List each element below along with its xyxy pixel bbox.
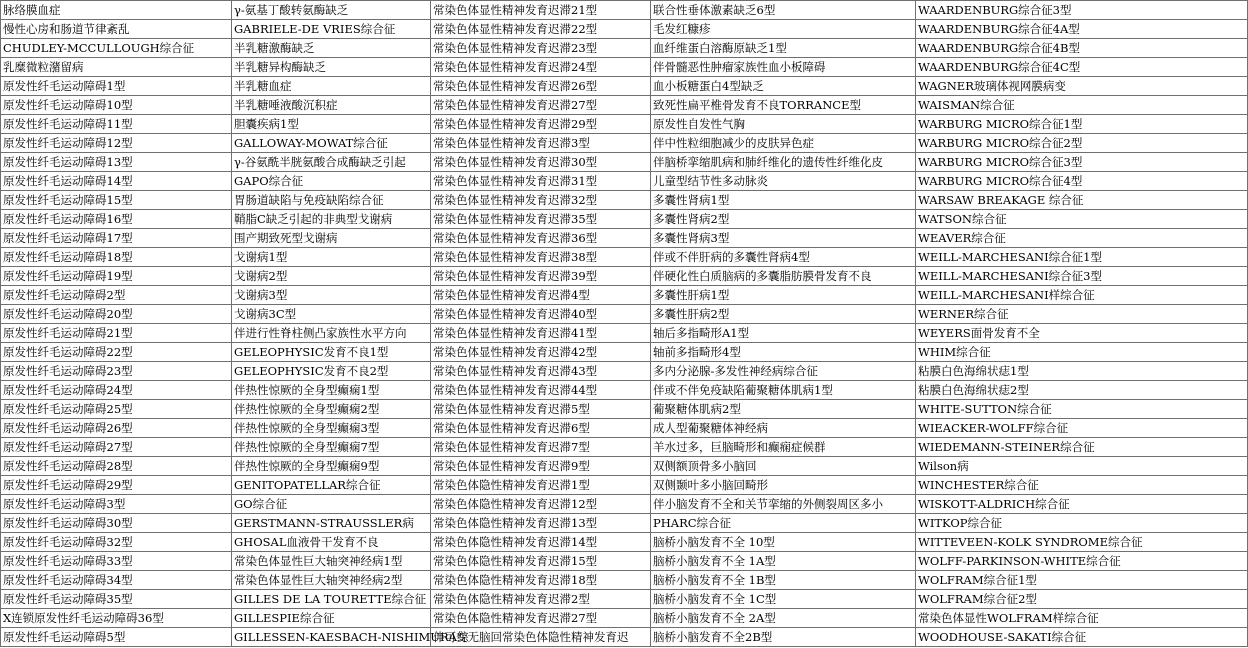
table-cell[interactable]: 原发性纤毛运动障碍29型: [1, 476, 232, 495]
table-cell[interactable]: 原发性纤毛运动障碍17型: [1, 229, 232, 248]
table-cell[interactable]: WATSON综合征: [916, 210, 1248, 229]
table-cell[interactable]: 常染色体隐性精神发育迟滞14型: [431, 533, 651, 552]
table-cell[interactable]: 粘膜白色海绵状痣1型: [916, 362, 1248, 381]
table-cell[interactable]: GERSTMANN-STRAUSSLER病: [232, 514, 431, 533]
table-cell[interactable]: 联合性垂体激素缺乏6型: [651, 1, 916, 20]
table-cell[interactable]: 脑桥小脑发育不全 1C型: [651, 590, 916, 609]
table-cell[interactable]: γ-谷氨酰半胱氨酸合成酶缺乏引起: [232, 153, 431, 172]
table-row: [1, 267, 1248, 286]
table-cell[interactable]: WINCHESTER综合征: [916, 476, 1248, 495]
table-row: [1, 305, 1248, 324]
table-cell[interactable]: 伴热性惊厥的全身型癫痫1型: [232, 381, 431, 400]
table-cell[interactable]: 鞘脂C缺乏引起的非典型戈谢病: [232, 210, 431, 229]
table-cell[interactable]: GALLOWAY-MOWAT综合征: [232, 134, 431, 153]
table-cell[interactable]: WOODHOUSE-SAKATI综合征: [916, 628, 1248, 647]
table-cell[interactable]: 原发性纤毛运动障碍5型: [1, 628, 232, 647]
table-row: [1, 476, 1248, 495]
table-cell[interactable]: 常染色体显性精神发育迟滞7型: [431, 438, 651, 457]
table-cell[interactable]: WISKOTT-ALDRICH综合征: [916, 495, 1248, 514]
table-cell[interactable]: WEILL-MARCHESANI综合征1型: [916, 248, 1248, 267]
table-row: [1, 571, 1248, 590]
table-cell[interactable]: 常染色体显性WOLFRAM样综合征: [916, 609, 1248, 628]
table-cell[interactable]: 原发性纤毛运动障碍10型: [1, 96, 232, 115]
table-row: [1, 381, 1248, 400]
table-cell[interactable]: 脑桥小脑发育不全 1A型: [651, 552, 916, 571]
table-cell[interactable]: WOLFRAM综合征2型: [916, 590, 1248, 609]
table-cell[interactable]: WITKOP综合征: [916, 514, 1248, 533]
table-cell[interactable]: 常染色体显性精神发育迟滞30型: [431, 153, 651, 172]
table-cell[interactable]: GABRIELE-DE VRIES综合征: [232, 20, 431, 39]
table-cell[interactable]: 戈谢病3型: [232, 286, 431, 305]
table-row: [1, 533, 1248, 552]
table-cell[interactable]: 脑桥小脑发育不全2B型: [651, 628, 916, 647]
table-cell[interactable]: 原发性纤毛运动障碍33型: [1, 552, 232, 571]
table-cell[interactable]: 常染色体显性精神发育迟滞40型: [431, 305, 651, 324]
table-cell[interactable]: 戈谢病2型: [232, 267, 431, 286]
table-row: [1, 514, 1248, 533]
table-row: [1, 1, 1248, 20]
table-cell[interactable]: GENITOPATELLAR综合征: [232, 476, 431, 495]
table-cell[interactable]: 半乳糖激酶缺乏: [232, 39, 431, 58]
table-cell[interactable]: WEILL-MARCHESANI样综合征: [916, 286, 1248, 305]
table-cell[interactable]: 双侧额顶骨多小脑回: [651, 457, 916, 476]
table-cell[interactable]: 伴小脑发育不全和关节挛缩的外侧裂周区多小: [651, 495, 916, 514]
table-row: [1, 96, 1248, 115]
table-cell[interactable]: 原发性纤毛运动障碍19型: [1, 267, 232, 286]
table-cell[interactable]: 常染色体显性精神发育迟滞4型: [431, 286, 651, 305]
table-row: [1, 362, 1248, 381]
table-cell[interactable]: WHIM综合征: [916, 343, 1248, 362]
table-cell[interactable]: Wilson病: [916, 457, 1248, 476]
table-cell[interactable]: GHOSAL血液骨干发育不良: [232, 533, 431, 552]
table-cell[interactable]: WIEDEMANN-STEINER综合征: [916, 438, 1248, 457]
table-cell[interactable]: 伴热性惊厥的全身型癫痫3型: [232, 419, 431, 438]
table-cell[interactable]: 慢性心房和肠道节律紊乱: [1, 20, 232, 39]
table-cell[interactable]: 双侧颞叶多小脑回畸形: [651, 476, 916, 495]
table-row: [1, 191, 1248, 210]
table-cell[interactable]: 原发性纤毛运动障碍20型: [1, 305, 232, 324]
table-cell[interactable]: 脉络膜血症: [1, 1, 232, 20]
table-cell[interactable]: 常染色体显性精神发育迟滞9型: [431, 457, 651, 476]
table-cell[interactable]: WAARDENBURG综合征4A型: [916, 20, 1248, 39]
table-cell[interactable]: 羊水过多，巨脑畸形和癫痫症候群: [651, 438, 916, 457]
table-cell[interactable]: 常染色体显性精神发育迟滞41型: [431, 324, 651, 343]
table-cell[interactable]: 常染色体显性精神发育迟滞35型: [431, 210, 651, 229]
table-cell[interactable]: 常染色体显性精神发育迟滞24型: [431, 58, 651, 77]
table-cell[interactable]: WEILL-MARCHESANI综合征3型: [916, 267, 1248, 286]
table-cell[interactable]: CHUDLEY-MCCULLOUGH综合征: [1, 39, 232, 58]
table-cell[interactable]: GO综合征: [232, 495, 431, 514]
table-cell[interactable]: PHARC综合征: [651, 514, 916, 533]
table-cell[interactable]: 半乳糖唾液酸沉积症: [232, 96, 431, 115]
table-cell[interactable]: 多囊性肾病2型: [651, 210, 916, 229]
table-cell[interactable]: 原发性纤毛运动障碍12型: [1, 134, 232, 153]
table-cell[interactable]: 原发性纤毛运动障碍25型: [1, 400, 232, 419]
table-cell[interactable]: 原发性纤毛运动障碍3型: [1, 495, 232, 514]
table-cell[interactable]: 伴热性惊厥的全身型癫痫9型: [232, 457, 431, 476]
table-cell[interactable]: 原发性纤毛运动障碍14型: [1, 172, 232, 191]
table-cell[interactable]: GELEOPHYSIC发育不良2型: [232, 362, 431, 381]
table-cell[interactable]: 原发性纤毛运动障碍24型: [1, 381, 232, 400]
table-cell[interactable]: 常染色体显性精神发育迟滞26型: [431, 77, 651, 96]
table-cell[interactable]: 常染色体显性精神发育迟滞29型: [431, 115, 651, 134]
table-cell[interactable]: 血纤维蛋白溶酶原缺乏1型: [651, 39, 916, 58]
table-row: [1, 552, 1248, 571]
table-cell[interactable]: WEYERS面骨发育不全: [916, 324, 1248, 343]
table-cell[interactable]: WIEACKER-WOLFF综合征: [916, 419, 1248, 438]
table-cell[interactable]: 常染色体显性精神发育迟滞42型: [431, 343, 651, 362]
table-cell[interactable]: 常染色体隐性精神发育迟滞18型: [431, 571, 651, 590]
table-cell[interactable]: 原发性纤毛运动障碍11型: [1, 115, 232, 134]
table-row: [1, 419, 1248, 438]
table-row: [1, 115, 1248, 134]
table-cell[interactable]: 伴硬化性白质脑病的多囊脂肪膜骨发育不良: [651, 267, 916, 286]
table-row: [1, 286, 1248, 305]
table-cell[interactable]: WAGNER玻璃体视网膜病变: [916, 77, 1248, 96]
table-row: [1, 39, 1248, 58]
table-cell[interactable]: GILLESPIE综合征: [232, 609, 431, 628]
table-row: [1, 20, 1248, 39]
table-cell[interactable]: 原发性纤毛运动障碍2型: [1, 286, 232, 305]
table-cell[interactable]: 半乳糖异构酶缺乏: [232, 58, 431, 77]
table-cell[interactable]: 原发性纤毛运动障碍28型: [1, 457, 232, 476]
table-cell[interactable]: 常染色体隐性精神发育迟滞27型: [431, 609, 651, 628]
table-row: [1, 134, 1248, 153]
table-cell[interactable]: 常染色体显性精神发育迟滞32型: [431, 191, 651, 210]
table-row: [1, 609, 1248, 628]
table-cell[interactable]: 常染色体显性精神发育迟滞36型: [431, 229, 651, 248]
table-cell[interactable]: 戈谢病1型: [232, 248, 431, 267]
table-cell[interactable]: 葡聚糖体肌病2型: [651, 400, 916, 419]
table-cell[interactable]: 常染色体显性精神发育迟滞23型: [431, 39, 651, 58]
table-cell[interactable]: 原发性纤毛运动障碍15型: [1, 191, 232, 210]
table-cell[interactable]: 原发性纤毛运动障碍1型: [1, 77, 232, 96]
table-cell[interactable]: 轴前多指畸形4型: [651, 343, 916, 362]
table-cell[interactable]: WARBURG MICRO综合征2型: [916, 134, 1248, 153]
table-cell[interactable]: 粘膜白色海绵状痣2型: [916, 381, 1248, 400]
table-cell[interactable]: 半乳糖血症: [232, 77, 431, 96]
table-cell[interactable]: 常染色体显性精神发育迟滞43型: [431, 362, 651, 381]
table-cell[interactable]: 常染色体显性精神发育迟滞27型: [431, 96, 651, 115]
table-cell[interactable]: 原发性自发性气胸: [651, 115, 916, 134]
table-cell[interactable]: WAARDENBURG综合征4C型: [916, 58, 1248, 77]
table-cell[interactable]: 原发性纤毛运动障碍21型: [1, 324, 232, 343]
table-cell[interactable]: 原发性纤毛运动障碍18型: [1, 248, 232, 267]
table-cell[interactable]: 常染色体隐性精神发育迟滞13型: [431, 514, 651, 533]
table-cell[interactable]: GILLESSEN-KAESBACH-NISHIMURA综: [232, 628, 431, 647]
table-cell[interactable]: 常染色体隐性精神发育迟滞2型: [431, 590, 651, 609]
table-cell[interactable]: 原发性纤毛运动障碍22型: [1, 343, 232, 362]
table-cell[interactable]: 胆囊疾病1型: [232, 115, 431, 134]
table-cell[interactable]: 常染色体显性精神发育迟滞22型: [431, 20, 651, 39]
table-cell[interactable]: 血小板糖蛋白4型缺乏: [651, 77, 916, 96]
table-cell[interactable]: 轴后多指畸形A1型: [651, 324, 916, 343]
table-cell[interactable]: WOLFF-PARKINSON-WHITE综合征: [916, 552, 1248, 571]
table-row: [1, 343, 1248, 362]
table-cell[interactable]: WARBURG MICRO综合征3型: [916, 153, 1248, 172]
table-cell[interactable]: 原发性纤毛运动障碍27型: [1, 438, 232, 457]
table-cell[interactable]: γ-氨基丁酸转氨酶缺乏: [232, 1, 431, 20]
table-cell[interactable]: 多内分泌腺-多发性神经病综合征: [651, 362, 916, 381]
table-cell[interactable]: 成人型葡聚糖体神经病: [651, 419, 916, 438]
table-cell[interactable]: 伴脑桥挛缩肌病和肺纤维化的遗传性纤维化皮: [651, 153, 916, 172]
table-cell[interactable]: 常染色体隐性精神发育迟滞1型: [431, 476, 651, 495]
table-cell[interactable]: 原发性纤毛运动障碍30型: [1, 514, 232, 533]
table-cell[interactable]: 戈谢病3C型: [232, 305, 431, 324]
table-cell[interactable]: WARSAW BREAKAGE 综合征: [916, 191, 1248, 210]
table-cell[interactable]: WAARDENBURG综合征3型: [916, 1, 1248, 20]
table-cell[interactable]: WHITE-SUTTON综合征: [916, 400, 1248, 419]
table-row: [1, 248, 1248, 267]
table-cell[interactable]: 常染色体显性精神发育迟滞5型: [431, 400, 651, 419]
table-cell[interactable]: 原发性纤毛运动障碍26型: [1, 419, 232, 438]
table-cell[interactable]: 常染色体显性巨大轴突神经病2型: [232, 571, 431, 590]
table-cell[interactable]: 常染色体显性巨大轴突神经病1型: [232, 552, 431, 571]
table-cell[interactable]: 脑桥小脑发育不全 10型: [651, 533, 916, 552]
table-row: [1, 438, 1248, 457]
table-cell[interactable]: 毛发红糠疹: [651, 20, 916, 39]
table-cell[interactable]: 伴可变无脑回常染色体隐性精神发育迟: [431, 628, 651, 647]
table-row: [1, 229, 1248, 248]
table-cell[interactable]: 脑桥小脑发育不全 2A型: [651, 609, 916, 628]
table-cell[interactable]: 伴热性惊厥的全身型癫痫7型: [232, 438, 431, 457]
table-cell[interactable]: 多囊性肾病3型: [651, 229, 916, 248]
table-row: [1, 58, 1248, 77]
table-cell[interactable]: WERNER综合征: [916, 305, 1248, 324]
table-cell[interactable]: 原发性纤毛运动障碍23型: [1, 362, 232, 381]
table-row: [1, 324, 1248, 343]
table-row: [1, 457, 1248, 476]
table-cell[interactable]: 多囊性肝病1型: [651, 286, 916, 305]
table-cell[interactable]: 常染色体显性精神发育迟滞38型: [431, 248, 651, 267]
table-row: [1, 628, 1248, 647]
table-cell[interactable]: 多囊性肝病2型: [651, 305, 916, 324]
table-cell[interactable]: 常染色体显性精神发育迟滞6型: [431, 419, 651, 438]
table-cell[interactable]: 常染色体隐性精神发育迟滞12型: [431, 495, 651, 514]
table-cell[interactable]: 常染色体显性精神发育迟滞3型: [431, 134, 651, 153]
table-cell[interactable]: 常染色体显性精神发育迟滞39型: [431, 267, 651, 286]
table-cell[interactable]: 儿童型结节性多动脉炎: [651, 172, 916, 191]
table-row: [1, 590, 1248, 609]
table-body: [1, 1, 1248, 647]
table-cell[interactable]: 伴或不伴免疫缺陷葡聚糖体肌病1型: [651, 381, 916, 400]
table-cell[interactable]: WAARDENBURG综合征4B型: [916, 39, 1248, 58]
table-cell[interactable]: WEAVER综合征: [916, 229, 1248, 248]
table-cell[interactable]: 原发性纤毛运动障碍13型: [1, 153, 232, 172]
table-cell[interactable]: 伴或不伴肝病的多囊性肾病4型: [651, 248, 916, 267]
table-row: [1, 400, 1248, 419]
table-cell[interactable]: 常染色体显性精神发育迟滞44型: [431, 381, 651, 400]
table-cell[interactable]: 乳糜微粒潴留病: [1, 58, 232, 77]
table-row: [1, 210, 1248, 229]
table-cell[interactable]: 伴骨髓恶性肿瘤家族性血小板障碍: [651, 58, 916, 77]
table-cell[interactable]: 原发性纤毛运动障碍34型: [1, 571, 232, 590]
table-cell[interactable]: 原发性纤毛运动障碍35型: [1, 590, 232, 609]
table-cell[interactable]: GILLES DE LA TOURETTE综合征: [232, 590, 431, 609]
table-cell[interactable]: 伴中性粒细胞减少的皮肤异色症: [651, 134, 916, 153]
table-cell[interactable]: WOLFRAM综合征1型: [916, 571, 1248, 590]
table-row: [1, 77, 1248, 96]
table-cell[interactable]: WARBURG MICRO综合征1型: [916, 115, 1248, 134]
table-cell[interactable]: WITTEVEEN-KOLK SYNDROME综合征: [916, 533, 1248, 552]
table-cell[interactable]: 原发性纤毛运动障碍32型: [1, 533, 232, 552]
table-cell[interactable]: 常染色体隐性精神发育迟滞15型: [431, 552, 651, 571]
table-cell[interactable]: 伴热性惊厥的全身型癫痫2型: [232, 400, 431, 419]
table-cell[interactable]: 多囊性肾病1型: [651, 191, 916, 210]
table-cell[interactable]: 常染色体显性精神发育迟滞21型: [431, 1, 651, 20]
table-cell[interactable]: WAISMAN综合征: [916, 96, 1248, 115]
table-cell[interactable]: 围产期致死型戈谢病: [232, 229, 431, 248]
table-cell[interactable]: 原发性纤毛运动障碍16型: [1, 210, 232, 229]
table-cell[interactable]: X连锁原发性纤毛运动障碍36型: [1, 609, 232, 628]
table-row: [1, 153, 1248, 172]
table-row: [1, 172, 1248, 191]
table-cell[interactable]: 致死性扁平椎骨发育不良TORRANCE型: [651, 96, 916, 115]
table-row: [1, 495, 1248, 514]
table-cell[interactable]: 胃肠道缺陷与免疫缺陷综合征: [232, 191, 431, 210]
table-cell[interactable]: GAPO综合征: [232, 172, 431, 191]
table-cell[interactable]: WARBURG MICRO综合征4型: [916, 172, 1248, 191]
table-cell[interactable]: 伴进行性脊柱侧凸家族性水平方向: [232, 324, 431, 343]
table-cell[interactable]: 常染色体显性精神发育迟滞31型: [431, 172, 651, 191]
table-cell[interactable]: GELEOPHYSIC发育不良1型: [232, 343, 431, 362]
table-cell[interactable]: 脑桥小脑发育不全 1B型: [651, 571, 916, 590]
